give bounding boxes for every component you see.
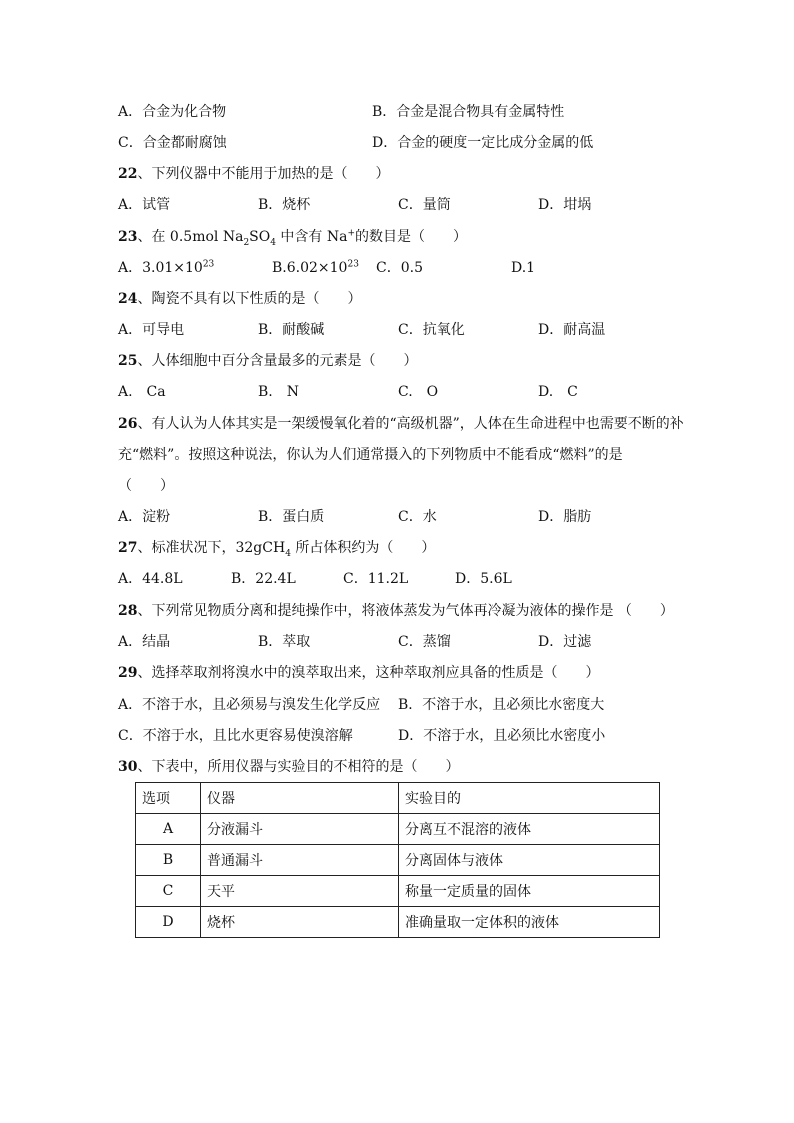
question-number: 26	[118, 416, 138, 432]
question-28	[118, 600, 674, 622]
question-number: 30	[118, 759, 138, 775]
table-row	[136, 845, 660, 876]
table-cell: 普通漏斗	[201, 845, 399, 876]
subscript: 4	[270, 237, 276, 248]
exponent: 23	[202, 259, 215, 270]
table-cell: 烧杯	[201, 907, 399, 938]
q22-option-a: A．试管	[118, 197, 171, 213]
question-25	[118, 350, 417, 372]
subscript: 2	[243, 237, 250, 248]
q25-option-c: C. O	[398, 384, 439, 400]
table-header-cell: 仪器	[201, 783, 399, 814]
q26-option-d: D．脂肪	[538, 509, 592, 525]
question-text: 中含有 Na	[275, 229, 348, 245]
question-24	[118, 288, 361, 310]
question-text: 、下表中，所用仪器与实验目的不相符的是（ ）	[137, 759, 460, 775]
table-header-cell: 选项	[136, 783, 201, 814]
q29-option-a: A．不溶于水，且必须易与溴发生化学反应	[118, 697, 381, 713]
q24-option-c: C．抗氧化	[398, 322, 465, 338]
q22-option-c: C．量筒	[398, 197, 451, 213]
q29-option-c: C．不溶于水，且比水更容易使溴溶解	[118, 728, 353, 744]
table-cell: 准确量取一定体积的液体	[399, 907, 660, 938]
q21-option-d: D．合金的硬度一定比成分金属的低	[372, 135, 594, 151]
q24-option-b: B．耐酸碱	[258, 322, 325, 338]
question-text: 、在 0.5mol Na	[137, 229, 244, 245]
table-cell: A	[136, 814, 201, 845]
question-29	[118, 662, 599, 684]
q21-option-a: A．合金为化合物	[118, 104, 227, 120]
question-number: 22	[118, 166, 138, 182]
q28-option-c: C．蒸馏	[398, 634, 451, 650]
q21-option-c: C．合金都耐腐蚀	[118, 135, 227, 151]
q26-option-c: C．水	[398, 509, 437, 525]
table-cell: D	[136, 907, 201, 938]
q25-option-a: A. Ca	[118, 384, 166, 400]
question-text: SO	[249, 229, 271, 245]
question-text: 、选择萃取剂将溴水中的溴萃取出来，这种萃取剂应具备的性质是（ ）	[137, 665, 600, 681]
q23-option-b	[272, 257, 359, 279]
question-text: 、陶瓷不具有以下性质的是（ ）	[137, 291, 362, 307]
question-text: 所占体积约为（ ）	[290, 540, 436, 556]
question-number: 29	[118, 665, 138, 681]
q28-option-d: D．过滤	[538, 634, 592, 650]
q23-option-a	[118, 257, 214, 279]
table-cell: 分离固体与液体	[399, 845, 660, 876]
subscript: 4	[285, 548, 291, 559]
q28-option-a: A．结晶	[118, 634, 171, 650]
q24-option-a: A．可导电	[118, 322, 185, 338]
question-text: 、人体细胞中百分含量最多的元素是（ ）	[137, 353, 418, 369]
question-number: 24	[118, 291, 138, 307]
q29-option-d: D．不溶于水，且必须比水密度小	[398, 728, 606, 744]
q22-option-b: B．烧杯	[258, 197, 311, 213]
table-row	[136, 907, 660, 938]
option-text: A．3.01×10	[118, 260, 203, 276]
exponent: 23	[347, 259, 359, 270]
answer-blank: （ ）	[118, 478, 174, 494]
question-text: 、标准状况下，32gCH	[137, 540, 286, 556]
q25-option-b: B. N	[258, 384, 299, 400]
table-row	[136, 814, 660, 845]
table-cell: 天平	[201, 876, 399, 907]
q26-option-a: A．淀粉	[118, 509, 171, 525]
table-row	[136, 876, 660, 907]
q21-option-b: B．合金是混合物具有金属特性	[372, 104, 565, 120]
q28-option-b: B．萃取	[258, 634, 311, 650]
question-number: 28	[118, 603, 138, 619]
table-header-row	[136, 783, 660, 814]
q26-option-b: B．蛋白质	[258, 509, 325, 525]
q22-option-d: D．坩埚	[538, 197, 592, 213]
question-26-line-2: 充“燃料”。按照这种说法，你认为人们通常摄入的下列物质中不能看成“燃料”的是	[118, 447, 623, 463]
question-30	[118, 756, 459, 778]
question-26	[118, 413, 684, 435]
table-cell: B	[136, 845, 201, 876]
table-header-cell: 实验目的	[399, 783, 660, 814]
table-cell: 分离互不混溶的液体	[399, 814, 660, 845]
question-text: 、下列常见物质分离和提纯操作中，将液体蒸发为气体再冷凝为液体的操作是 （ ）	[137, 603, 674, 619]
q27-option-c: C．11.2L	[343, 571, 409, 587]
q23-option-c: C．0.5	[376, 260, 423, 276]
q23-option-d: D.1	[511, 260, 536, 276]
question-27	[118, 537, 435, 559]
question-text: 、有人认为人体其实是一架缓慢氧化着的“高级机器”，人体在生命进程中也需要不断的补	[137, 416, 684, 432]
table-cell: 称量一定质量的固体	[399, 876, 660, 907]
q29-option-b: B．不溶于水，且必须比水密度大	[398, 697, 605, 713]
question-number: 23	[118, 229, 138, 245]
question-number: 27	[118, 540, 138, 556]
question-text: 、下列仪器中不能用于加热的是（ ）	[137, 166, 390, 182]
q27-option-b: B．22.4L	[231, 571, 296, 587]
q27-option-d: D．5.6L	[455, 571, 512, 587]
question-number: 25	[118, 353, 138, 369]
instrument-purpose-table	[135, 782, 660, 938]
question-22	[118, 163, 389, 185]
q27-option-a: A．44.8L	[118, 571, 183, 587]
q25-option-d: D. C	[538, 384, 578, 400]
option-text: B.6.02×10	[272, 260, 348, 276]
table-cell: C	[136, 876, 201, 907]
superscript: +	[347, 228, 356, 239]
q24-option-d: D．耐高温	[538, 322, 606, 338]
question-23	[118, 226, 467, 248]
question-text: 的数目是（ ）	[355, 229, 468, 245]
table-cell: 分液漏斗	[201, 814, 399, 845]
